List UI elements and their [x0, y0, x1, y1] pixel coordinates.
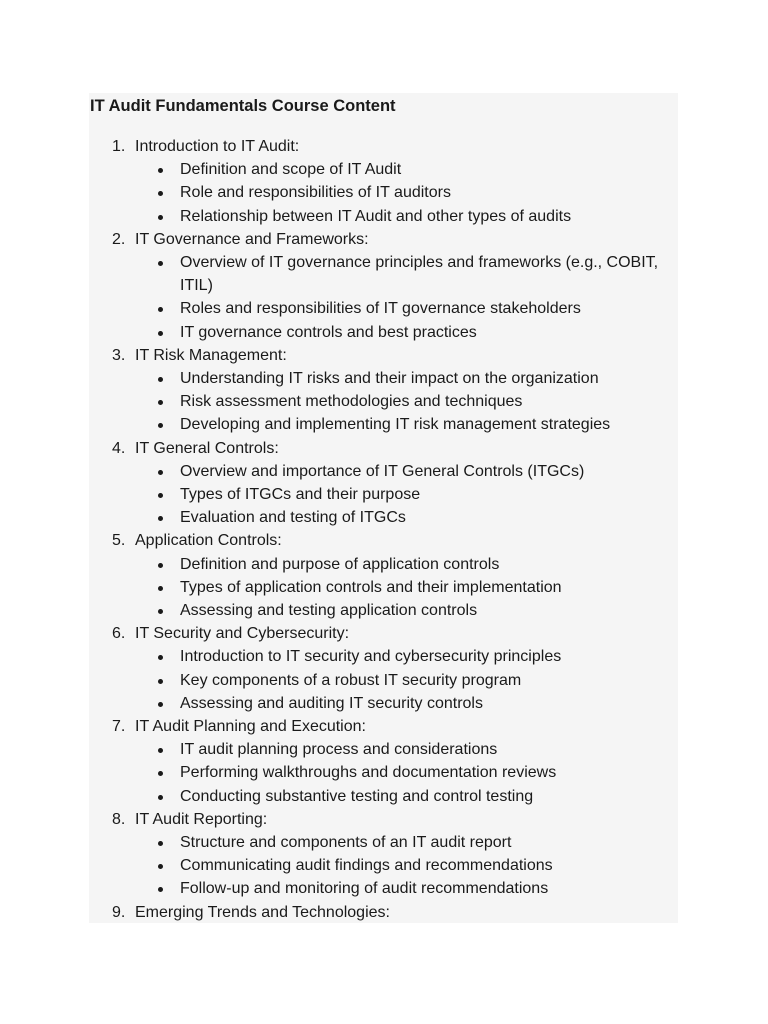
bullet-text: IT governance controls and best practices — [180, 323, 477, 341]
bullet-text: Definition and scope of IT Audit — [180, 161, 402, 179]
bullet-dot-icon — [158, 215, 163, 220]
bullet-text: Assessing and testing application controls — [180, 601, 478, 619]
bullet-item — [0, 669, 680, 692]
section-number: 2. — [112, 230, 126, 248]
bullet-text: Evaluation and testing of ITGCs — [180, 509, 406, 527]
bullet-dot-icon — [158, 261, 163, 266]
section-heading — [0, 808, 768, 831]
section-bullet-list — [0, 460, 768, 530]
section-title: Application Controls: — [135, 532, 282, 550]
course-section — [0, 228, 768, 344]
bullet-item — [0, 761, 680, 784]
bullet-dot-icon — [158, 864, 163, 869]
section-bullet-list — [0, 831, 768, 901]
section-number: 5. — [112, 532, 126, 550]
bullet-dot-icon — [158, 609, 163, 614]
section-heading — [0, 715, 768, 738]
section-bullet-list — [0, 738, 768, 808]
section-heading — [0, 437, 768, 460]
section-bullet-list — [0, 645, 768, 715]
section-bullet-list — [0, 158, 768, 228]
course-section — [0, 901, 768, 924]
bullet-text: Structure and components of an IT audit report — [180, 833, 512, 851]
section-bullet-list — [0, 367, 768, 437]
bullet-text: Relationship between IT Audit and other types of audits — [180, 207, 572, 225]
section-title: IT Security and Cybersecurity: — [135, 625, 350, 643]
section-heading — [0, 529, 768, 552]
bullet-dot-icon — [158, 516, 163, 521]
course-section — [0, 715, 768, 808]
bullet-text: Role and responsibilities of IT auditors — [180, 184, 451, 202]
section-number: 6. — [112, 625, 126, 643]
bullet-item — [0, 390, 680, 413]
bullet-dot-icon — [158, 795, 163, 800]
section-heading — [0, 228, 768, 251]
bullet-item — [0, 645, 680, 668]
bullet-text: Conducting substantive testing and control testing — [180, 787, 534, 805]
bullet-item — [0, 506, 680, 529]
bullet-item — [0, 599, 680, 622]
section-heading — [0, 344, 768, 367]
bullet-dot-icon — [158, 168, 163, 173]
course-section — [0, 344, 768, 437]
bullet-dot-icon — [158, 331, 163, 336]
section-bullet-list — [0, 251, 768, 344]
bullet-dot-icon — [158, 377, 163, 382]
course-section — [0, 437, 768, 530]
section-title: IT Audit Reporting: — [135, 810, 268, 828]
bullet-dot-icon — [158, 841, 163, 846]
bullet-text: Roles and responsibilities of IT governance stakeholders — [180, 300, 581, 318]
section-title: IT General Controls: — [135, 439, 279, 457]
bullet-dot-icon — [158, 400, 163, 405]
bullet-dot-icon — [158, 679, 163, 684]
section-title: IT Risk Management: — [135, 346, 287, 364]
section-number: 8. — [112, 810, 126, 828]
bullet-dot-icon — [158, 470, 163, 475]
section-heading — [0, 135, 768, 158]
section-number: 4. — [112, 439, 126, 457]
bullet-item — [0, 158, 680, 181]
bullet-text: Key components of a robust IT security program — [180, 671, 522, 689]
bullet-text: Developing and implementing IT risk management strategies — [180, 416, 611, 434]
bullet-dot-icon — [158, 423, 163, 428]
bullet-item — [0, 692, 680, 715]
bullet-text: Definition and purpose of application controls — [180, 555, 500, 573]
bullet-item — [0, 460, 680, 483]
bullet-item — [0, 251, 680, 297]
section-number: 3. — [112, 346, 126, 364]
bullet-text: Types of ITGCs and their purpose — [180, 485, 421, 503]
bullet-text: Performing walkthroughs and documentation reviews — [180, 764, 557, 782]
section-number: 1. — [112, 138, 126, 155]
bullet-dot-icon — [158, 586, 163, 591]
bullet-text: Overview and importance of IT General Controls (ITGCs) — [180, 462, 585, 480]
course-section — [0, 529, 768, 622]
bullet-item — [0, 831, 680, 854]
bullet-dot-icon — [158, 702, 163, 707]
bullet-item — [0, 205, 680, 228]
course-section-list — [0, 135, 768, 924]
bullet-dot-icon — [158, 887, 163, 892]
course-section — [0, 808, 768, 901]
bullet-item — [0, 181, 680, 204]
section-title: IT Governance and Frameworks: — [135, 230, 369, 248]
document-title: IT Audit Fundamentals Course Content — [90, 97, 396, 115]
bullet-dot-icon — [158, 771, 163, 776]
bullet-dot-icon — [158, 748, 163, 753]
bullet-item — [0, 413, 680, 436]
bullet-text: Follow-up and monitoring of audit recommendations — [180, 880, 549, 898]
bullet-item — [0, 553, 680, 576]
bullet-item — [0, 483, 680, 506]
bullet-item — [0, 576, 680, 599]
section-title: IT Audit Planning and Execution: — [135, 717, 366, 735]
bullet-item — [0, 321, 680, 344]
bullet-text: Overview of IT governance principles and frameworks (e.g., COBIT, ITIL) — [180, 253, 659, 295]
bullet-dot-icon — [158, 493, 163, 498]
section-bullet-list — [0, 553, 768, 623]
bullet-item — [0, 877, 680, 900]
bullet-text: Understanding IT risks and their impact on the organization — [180, 369, 599, 387]
bullet-item — [0, 367, 680, 390]
section-heading — [0, 622, 768, 645]
section-number: 9. — [112, 903, 126, 921]
bullet-item — [0, 738, 680, 761]
bullet-dot-icon — [158, 307, 163, 312]
course-section — [0, 135, 768, 228]
bullet-dot-icon — [158, 563, 163, 568]
section-number: 7. — [112, 717, 126, 735]
bullet-text: Assessing and auditing IT security controls — [180, 694, 483, 712]
bullet-dot-icon — [158, 655, 163, 660]
bullet-item — [0, 785, 680, 808]
section-title: Emerging Trends and Technologies: — [135, 903, 390, 921]
bullet-text: Types of application controls and their implementation — [180, 578, 562, 596]
section-heading — [0, 901, 768, 924]
course-section — [0, 622, 768, 715]
bullet-dot-icon — [158, 191, 163, 196]
bullet-text: Communicating audit findings and recommendations — [180, 857, 553, 875]
bullet-item — [0, 297, 680, 320]
bullet-text: Risk assessment methodologies and techniques — [180, 393, 523, 411]
bullet-item — [0, 854, 680, 877]
bullet-text: Introduction to IT security and cybersecurity principles — [180, 648, 562, 666]
section-title: Introduction to IT Audit: — [135, 138, 300, 155]
bullet-text: IT audit planning process and considerations — [180, 741, 498, 759]
